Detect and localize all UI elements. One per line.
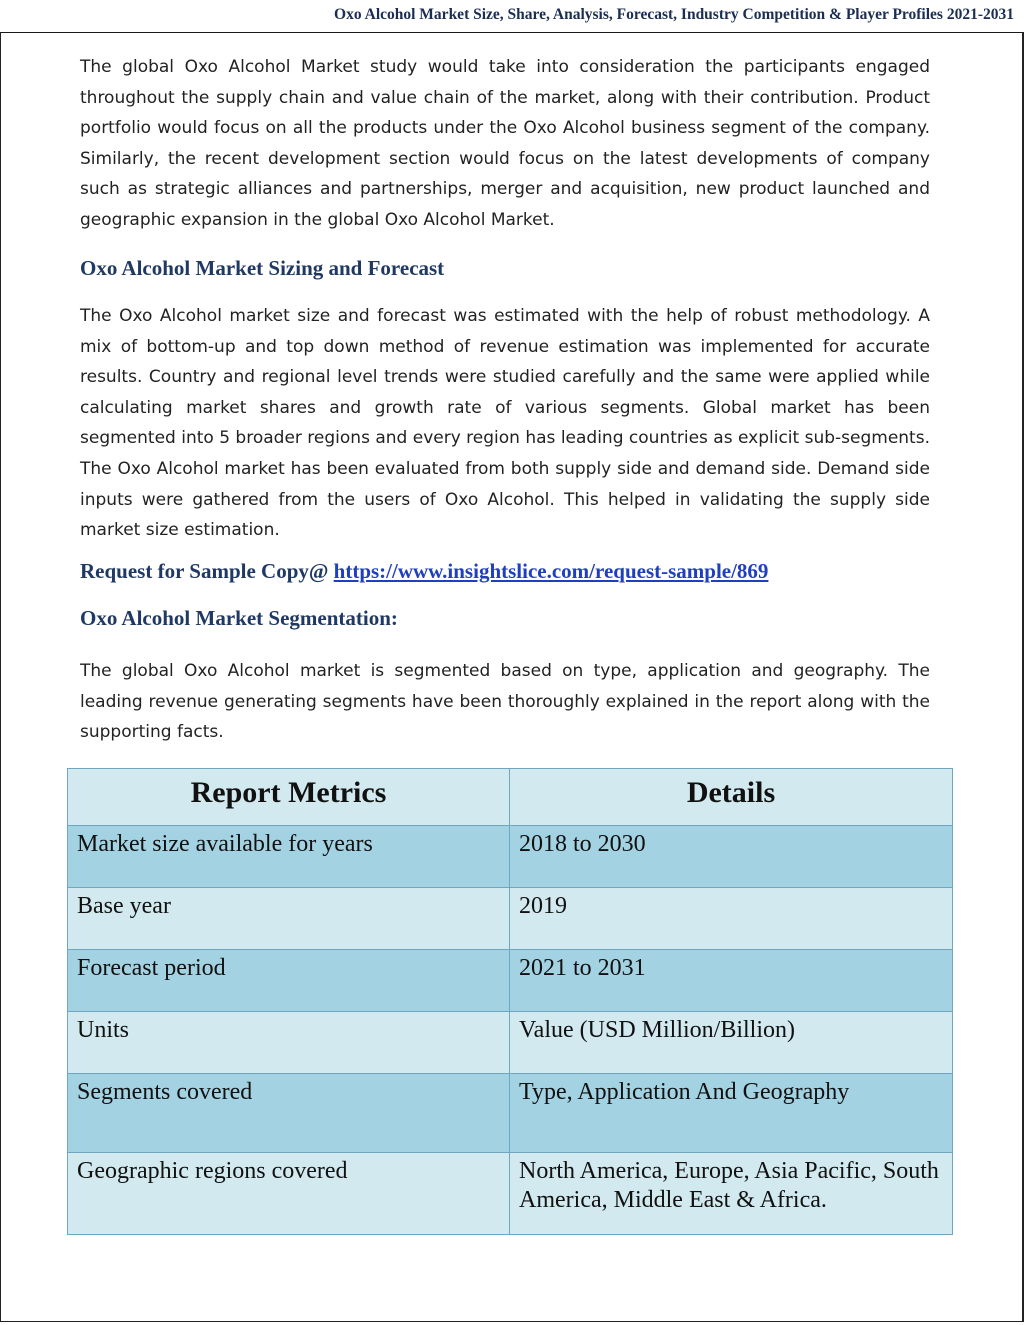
table-cell-metric: Units <box>68 1012 510 1074</box>
page-border-bottom <box>0 1321 1024 1322</box>
request-sample-label: Request for Sample Copy@ <box>80 559 334 583</box>
segmentation-heading: Oxo Alcohol Market Segmentation: <box>80 606 398 630</box>
table-row <box>68 950 953 1012</box>
sizing-paragraph: The Oxo Alcohol market size and forecast was estimated with the help of robust methodology. A mix of bottom-up and top down method of revenue estimation was implemented for accurate results. Country and regional level trends were studied carefully and the same were applied while calculating market shares and growth rate of various segments. Global market has been segmented into 5 broader regions and every region has leading countries as explicit sub-segments. The Oxo Alcohol market has been evaluated from both supply side and demand side. Demand side inputs were gathered from the users of Oxo Alcohol. This helped in validating the supply side market size estimation. <box>80 306 930 541</box>
table-cell-detail: 2018 to 2030 <box>510 826 953 888</box>
table-row <box>68 1012 953 1074</box>
table-cell-metric: Forecast period <box>68 950 510 1012</box>
report-metrics-table <box>67 768 953 1235</box>
table-cell-detail: Value (USD Million/Billion) <box>510 1012 953 1074</box>
table-cell-detail: Type, Application And Geography <box>510 1074 953 1153</box>
table-cell-metric: Segments covered <box>68 1074 510 1153</box>
table-cell-metric: Geographic regions covered <box>68 1153 510 1235</box>
table-cell-detail: 2021 to 2031 <box>510 950 953 1012</box>
segmentation-paragraph: The global Oxo Alcohol market is segmented based on type, application and geography. The leading revenue generating segments have been thoroughly explained in the report along with the supporting facts. <box>80 661 930 743</box>
table-header-metrics: Report Metrics <box>68 769 510 826</box>
table-row <box>68 1153 953 1235</box>
sizing-section <box>80 301 930 546</box>
intro-section <box>80 52 930 236</box>
segmentation-section <box>80 656 930 748</box>
table-row <box>68 826 953 888</box>
table-row <box>68 888 953 950</box>
sizing-heading: Oxo Alcohol Market Sizing and Forecast <box>80 256 445 280</box>
request-sample-line <box>80 559 768 584</box>
document-header <box>0 0 1024 33</box>
table-cell-detail: North America, Europe, Asia Pacific, South America, Middle East & Africa. <box>510 1153 953 1235</box>
request-sample-link[interactable]: https://www.insightslice.com/request-sample/869 <box>333 559 769 583</box>
intro-paragraph: The global Oxo Alcohol Market study would take into consideration the participants engaged throughout the supply chain and value chain of the market, along with their contribution. Product portfolio would focus on all the products under the Oxo Alcohol business segment of the company. Similarly, the recent development section would focus on the latest developments of company such as strategic alliances and partnerships, merger and acquisition, new product launched and geographic expansion in the global Oxo Alcohol Market. <box>80 57 930 230</box>
table-cell-metric: Base year <box>68 888 510 950</box>
table-cell-detail: 2019 <box>510 888 953 950</box>
document-title: Oxo Alcohol Market Size, Share, Analysis, Forecast, Industry Competition & Player Profiles 2021-2031 <box>334 6 1014 23</box>
table-header-details: Details <box>510 769 953 826</box>
table-header-row <box>68 769 953 826</box>
page-border-left <box>0 32 1 1322</box>
table-cell-metric: Market size available for years <box>68 826 510 888</box>
table-row <box>68 1074 953 1153</box>
